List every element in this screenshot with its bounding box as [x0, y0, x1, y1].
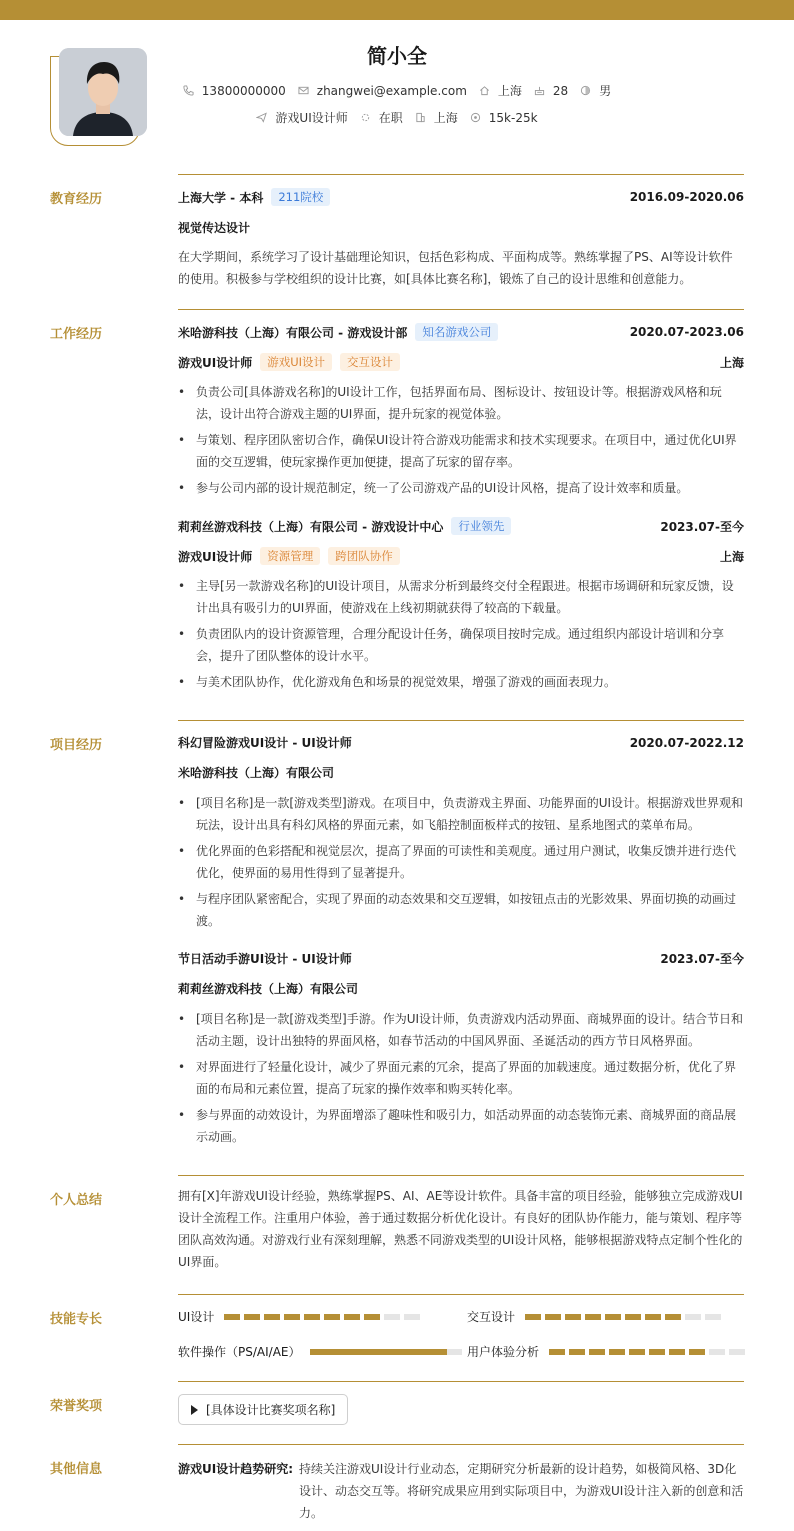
top-accent-bar — [0, 0, 794, 20]
skill-level-segment — [525, 1314, 541, 1320]
list-item: • 参与界面的动效设计，为界面增添了趣味性和吸引力，如活动界面的动态装饰元素、商城界面的商品展示动画。 — [178, 1104, 744, 1148]
list-item: • 负责公司[具体游戏名称]的UI设计工作，包括界面布局、图标设计、按钮设计等。根据游戏风格和玩法，设计出符合游戏主题的UI界面，提升玩家的视觉体验。 — [178, 381, 744, 425]
school-name: 上海大学 - 本科 — [178, 190, 264, 205]
target-city-item — [415, 109, 458, 126]
project-2-name: 节日活动手游UI设计 - UI设计师 — [178, 952, 352, 966]
projects-title: 项目经历 — [50, 738, 103, 753]
skill-level-segment — [625, 1314, 641, 1320]
awards-title: 荣誉奖项 — [50, 1399, 103, 1414]
skill-level-segment — [244, 1314, 260, 1320]
other-divider — [178, 1444, 744, 1445]
skill-level-segment — [629, 1349, 645, 1355]
job-1-skill-1: 游戏UI设计 — [260, 353, 332, 371]
cake-icon — [534, 85, 545, 96]
job-1-skill-2: 交互设计 — [340, 353, 400, 371]
mail-icon — [298, 85, 309, 96]
other-label: 游戏UI设计趋势研究: — [178, 1462, 294, 1476]
skill-level-segment — [549, 1349, 565, 1355]
skill-level-segment — [649, 1349, 665, 1355]
job-2-skill-1: 资源管理 — [260, 547, 320, 565]
email-text: zhangwei@example.com — [316, 83, 467, 98]
job-1-tag: 知名游戏公司 — [415, 323, 498, 341]
skill-ux-analysis — [467, 1343, 749, 1360]
job-2-skill-2: 跨团队协作 — [328, 547, 400, 565]
award-item[interactable] — [178, 1394, 348, 1425]
skill-name: UI设计 — [178, 1310, 215, 1324]
other-text: 持续关注游戏UI设计行业动态，定期研究分析最新的设计趋势，如极简风格、3D化设计、动态交互等。将研究成果应用到实际项目中，为游戏UI设计注入新的创意和活力。 — [299, 1462, 744, 1520]
education-title: 教育经历 — [50, 192, 103, 207]
list-item: • 与策划、程序团队密切合作，确保UI设计符合游戏功能需求和技术实现要求。在项目中，通过优化UI界面的交互逻辑，使玩家操作更加便捷，提高了玩家的留存率。 — [178, 429, 744, 473]
project-2-company: 莉莉丝游戏科技（上海）有限公司 — [178, 982, 359, 996]
phone-item — [183, 84, 286, 98]
skill-level-segment — [344, 1314, 360, 1320]
skill-level-segment — [645, 1314, 661, 1320]
project-2-bullets — [178, 1008, 744, 1152]
home-icon — [479, 85, 490, 96]
play-icon — [191, 1405, 198, 1415]
skill-name: 软件操作（PS/AI/AE） — [178, 1345, 301, 1359]
location-item — [479, 82, 522, 99]
skill-interaction-design — [467, 1308, 725, 1325]
skill-name: 交互设计 — [467, 1310, 516, 1324]
candidate-name: 简小全 — [367, 44, 427, 68]
school-tag: 211院校 — [271, 188, 330, 206]
skill-level-segment — [705, 1314, 721, 1320]
job-2-city: 上海 — [719, 549, 744, 564]
skill-level-segment — [585, 1314, 601, 1320]
skill-level-segment — [665, 1314, 681, 1320]
salary-item — [470, 111, 538, 125]
job-1-role: 游戏UI设计师 — [178, 355, 253, 370]
skill-level-segment — [364, 1314, 380, 1320]
coin-icon — [470, 112, 481, 123]
project-1-name: 科幻冒险游戏UI设计 - UI设计师 — [178, 736, 352, 750]
gender-icon — [580, 85, 591, 96]
project-1-date: 2020.07-2022.12 — [629, 735, 744, 750]
position-text: 游戏UI设计师 — [275, 111, 348, 125]
contact-row — [0, 82, 794, 99]
position-item — [256, 109, 347, 126]
skill-ui-design — [178, 1308, 424, 1325]
list-item: • 负责团队内的设计资源管理，合理分配设计任务，确保项目按时完成。通过组织内部设计培训和分享会，提升了团队整体的设计水平。 — [178, 623, 744, 667]
location-text: 上海 — [497, 84, 522, 98]
skill-level-segment — [324, 1314, 340, 1320]
phone-text: 13800000000 — [201, 83, 286, 98]
skills-title: 技能专长 — [50, 1312, 103, 1327]
list-item: • 参与公司内部的设计规范制定，统一了公司游戏产品的UI设计风格，提高了设计效率和质量。 — [178, 477, 744, 499]
job-1-company: 米哈游科技（上海）有限公司 - 游戏设计部 — [178, 325, 408, 340]
status-icon — [360, 112, 371, 123]
education-header — [178, 188, 744, 206]
list-item: • [项目名称]是一款[游戏类型]手游。作为UI设计师，负责游戏内活动界面、商城界面的设计。结合节日和活动主题，设计出独特的界面风格，如春节活动的中国风界面、圣诞活动的西方节日风格界面。 — [178, 1008, 744, 1052]
work-divider — [178, 309, 744, 310]
list-item: • 优化界面的色彩搭配和视觉层次，提高了界面的可读性和美观度。通过用户测试，收集反馈并进行迭代优化，使界面的易用性得到了显著提升。 — [178, 840, 744, 884]
projects-divider — [178, 720, 744, 721]
job-1-city: 上海 — [719, 355, 744, 370]
award-name: [具体设计比赛奖项名称] — [206, 1403, 336, 1417]
major-row — [178, 219, 744, 236]
skill-level-segment — [545, 1314, 561, 1320]
target-city-text: 上海 — [433, 111, 458, 125]
education-description: 在大学期间，系统学习了设计基础理论知识，包括色彩构成、平面构成等。熟练掌握了PS、AI等设计软件的使用。积极参与学校组织的设计比赛，如[具体比赛名称]，锻炼了自己的设计思维和创意能力。 — [178, 250, 733, 286]
project-1-company: 米哈游科技（上海）有限公司 — [178, 766, 335, 780]
send-icon — [256, 112, 267, 123]
other-title: 其他信息 — [50, 1462, 103, 1477]
project-2-company-row — [178, 980, 744, 997]
project-1-bullets — [178, 792, 744, 936]
summary-title: 个人总结 — [50, 1193, 103, 1208]
summary-divider — [178, 1175, 744, 1176]
list-item: • [项目名称]是一款[游戏类型]游戏。在项目中，负责游戏主界面、功能界面的UI设计。根据游戏世界观和玩法，设计出具有科幻风格的界面元素，如飞船控制面板样式的按钮、星系地图式的菜单布局。 — [178, 792, 744, 836]
skill-level-fill — [310, 1349, 447, 1355]
skill-level-segment — [689, 1349, 705, 1355]
skill-level-segment — [304, 1314, 320, 1320]
job-2-role-row — [178, 547, 744, 565]
job-1-role-row — [178, 353, 744, 371]
skill-level-segment — [589, 1349, 605, 1355]
skill-level-segment — [605, 1314, 621, 1320]
skill-level-segment — [609, 1349, 625, 1355]
skill-software — [178, 1343, 462, 1360]
job-1-date: 2020.07-2023.06 — [629, 325, 744, 339]
skill-level-bar — [549, 1349, 749, 1355]
project-2-header — [178, 950, 744, 967]
skill-level-segment — [685, 1314, 701, 1320]
skill-level-bar — [224, 1314, 424, 1320]
gender-text: 男 — [599, 84, 612, 98]
skill-level-segment — [404, 1314, 420, 1320]
project-1-company-row — [178, 764, 744, 781]
status-text: 在职 — [378, 111, 403, 125]
gender-item — [580, 82, 611, 99]
job-2-header — [178, 517, 744, 535]
list-item: • 与美术团队协作，优化游戏角色和场景的视觉效果，增强了游戏的画面表现力。 — [178, 671, 744, 693]
salary-text: 15k-25k — [488, 110, 538, 125]
list-item: • 与程序团队紧密配合，实现了界面的动态效果和交互逻辑，如按钮点击的光影效果、界面切换的动画过渡。 — [178, 888, 744, 932]
skill-level-segment — [384, 1314, 400, 1320]
skill-level-segment — [569, 1349, 585, 1355]
education-date: 2016.09-2020.06 — [629, 190, 744, 204]
skill-level-segment — [669, 1349, 685, 1355]
skill-level-bar — [525, 1314, 725, 1320]
status-item — [360, 109, 403, 126]
work-title: 工作经历 — [50, 327, 103, 342]
skill-level-segment — [709, 1349, 725, 1355]
skill-level-segment — [264, 1314, 280, 1320]
skill-level-bar — [310, 1349, 462, 1355]
project-2-date: 2023.07-至今 — [660, 952, 744, 966]
awards-divider — [178, 1381, 744, 1382]
building-icon — [415, 112, 426, 123]
age-item — [534, 84, 568, 98]
skill-level-segment — [224, 1314, 240, 1320]
project-1-header — [178, 734, 744, 751]
phone-icon — [183, 85, 194, 96]
job-2-tag: 行业领先 — [451, 517, 511, 535]
list-item: • 主导[另一款游戏名称]的UI设计项目，从需求分析到最终交付全程跟进。根据市场调研和玩家反馈，设计出具有吸引力的UI界面，使游戏在上线初期就获得了较高的下载量。 — [178, 575, 744, 619]
education-divider — [178, 174, 744, 175]
skill-level-segment — [565, 1314, 581, 1320]
job-2-bullets — [178, 575, 744, 697]
major-name: 视觉传达设计 — [178, 221, 251, 235]
job-1-header — [178, 323, 744, 341]
skill-level-segment — [284, 1314, 300, 1320]
summary-text: 拥有[X]年游戏UI设计经验，熟练掌握PS、AI、AE等设计软件。具备丰富的项目经验，能够独立完成游戏UI设计全流程工作。注重用户体验，善于通过数据分析优化设计。有良好的团队协作能力，能与策划、程序等团队高效沟通。对游戏行业有深刻理解，熟悉不同游戏类型的UI设计风格，能够根据游戏特点定制个性化的UI界面。 — [178, 1189, 743, 1269]
job-1-bullets — [178, 381, 744, 503]
skills-divider — [178, 1294, 744, 1295]
job-2-date: 2023.07-至今 — [660, 519, 744, 534]
job-intent-row — [0, 109, 794, 126]
email-item — [298, 84, 467, 98]
skill-name: 用户体验分析 — [467, 1345, 540, 1359]
age-text: 28 — [552, 83, 569, 98]
list-item: • 对界面进行了轻量化设计，减少了界面元素的冗余，提高了界面的加载速度。通过数据分析，优化了界面的布局和元素位置，提高了玩家的操作效率和购买转化率。 — [178, 1056, 744, 1100]
job-2-company: 莉莉丝游戏科技（上海）有限公司 - 游戏设计中心 — [178, 519, 444, 534]
job-2-role: 游戏UI设计师 — [178, 549, 253, 564]
skill-level-segment — [729, 1349, 745, 1355]
